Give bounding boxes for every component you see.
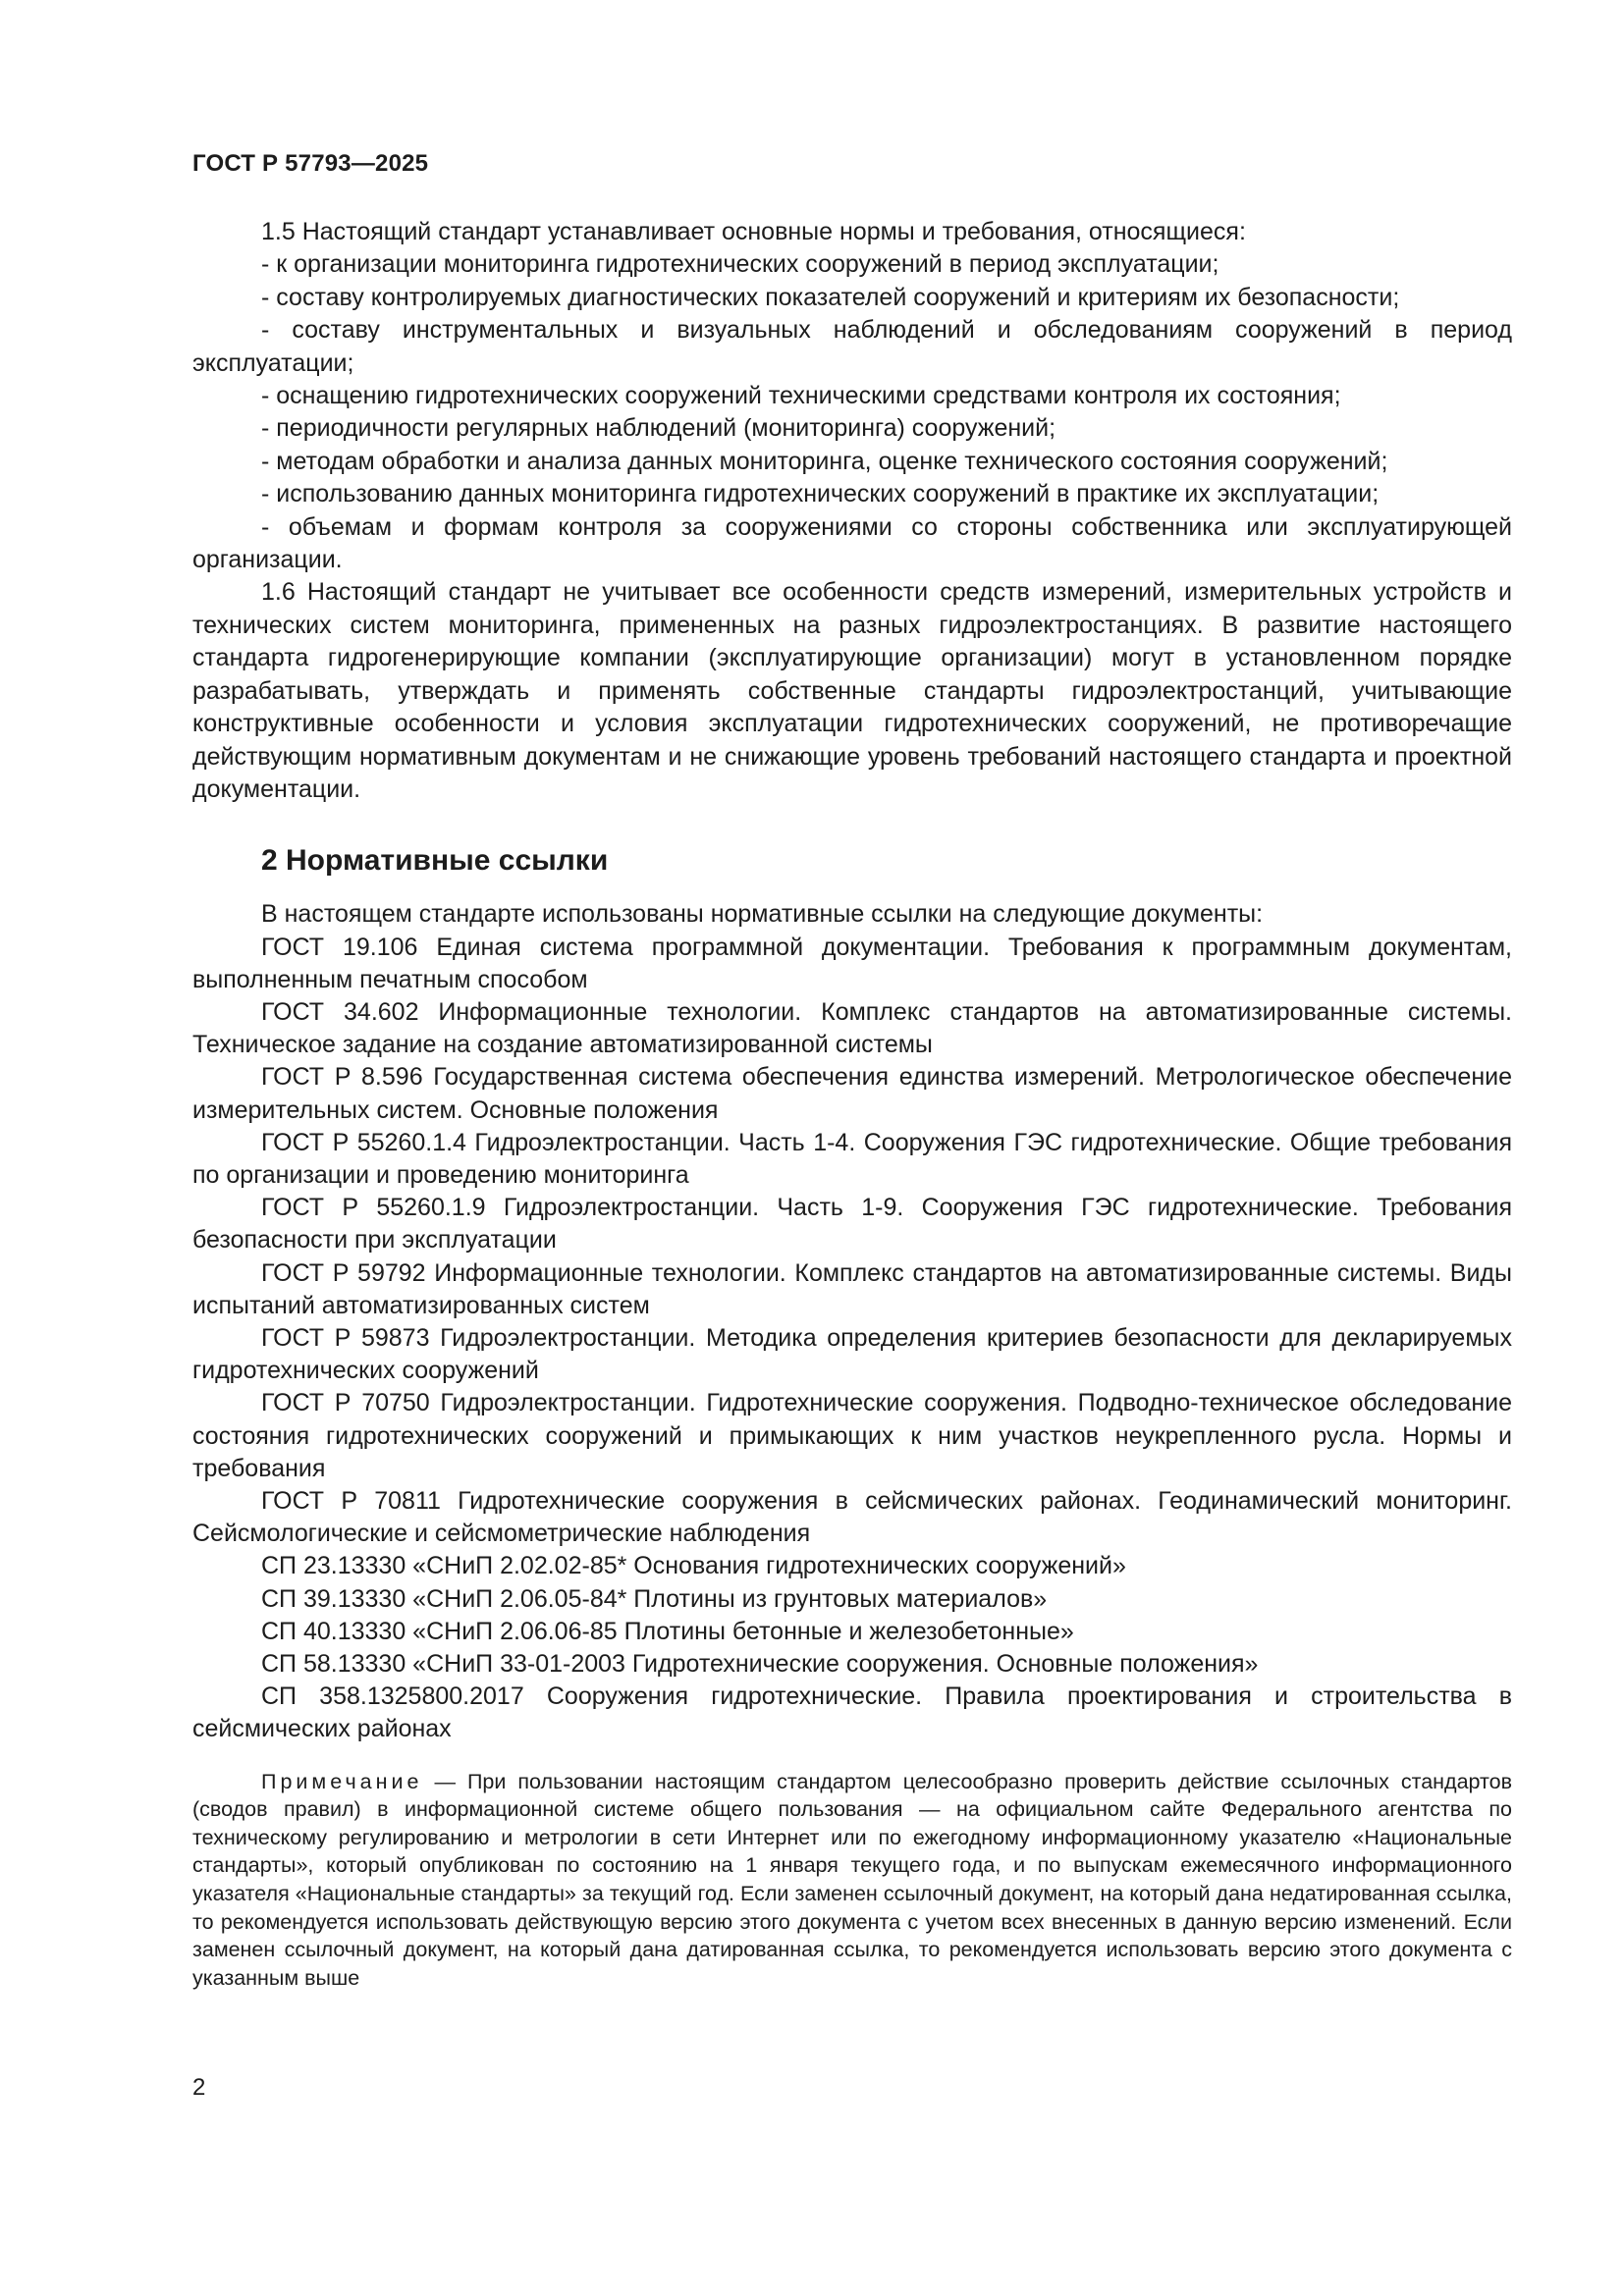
clause-1-5-item: - объемам и формам контроля за сооружениями со стороны собственника или эксплуатирующей организации.	[192, 512, 1512, 574]
reference-item: ГОСТ Р 8.596 Государственная система обеспечения единства измерений. Метрологическое обеспечение измерительных систем. Основные положения	[192, 1063, 1512, 1124]
reference-item: СП 40.13330 «СНиП 2.06.06-85 Плотины бетонные и железобетонные»	[261, 1617, 1074, 1645]
page-number: 2	[192, 2074, 206, 2101]
reference-item: ГОСТ Р 70750 Гидроэлектростанции. Гидротехнические сооружения. Подводно-техническое обследование состояния гидротехнических сооружений и примыкающих к ним участков неукрепленного русла. Нормы и требования	[192, 1389, 1512, 1482]
reference-item: СП 39.13330 «СНиП 2.06.05-84* Плотины из грунтовых материалов»	[261, 1584, 1048, 1613]
reference-item: ГОСТ Р 70811 Гидротехнические сооружения в сейсмических районах. Геодинамический мониторинг. Сейсмологические и сейсмометрические наблюдения	[192, 1486, 1512, 1548]
clause-1-5-item: - методам обработки и анализа данных мониторинга, оценке технического состояния сооружений;	[261, 447, 1388, 475]
references-intro: В настоящем стандарте использованы нормативные ссылки на следующие документы:	[261, 900, 1264, 929]
reference-item: ГОСТ 19.106 Единая система программной документации. Требования к программным документам, выполненным печатным способом	[192, 933, 1512, 993]
clause-1-6: 1.6 Настоящий стандарт не учитывает все особенности средств измерений, измерительных устройств и технических систем мониторинга, примененных на разных гидроэлектростанциях. В развитие настоящего стандарта гидрогенерирующие компании (эксплуатирующие организации) могут в установленном порядке разрабатывать, утверждать и применять собственные стандарты гидроэлектростанций, учитывающие конструктивные особенности и условия эксплуатации гидротехнических сооружений, не противоречащие действующим нормативным документам и не снижающие уровень требований настоящего стандарта и проектной документации.	[192, 578, 1512, 803]
reference-item: СП 23.13330 «СНиП 2.02.02-85* Основания гидротехнических сооружений»	[261, 1552, 1126, 1580]
reference-item: СП 358.1325800.2017 Сооружения гидротехнические. Правила проектирования и строительства в сейсмических районах	[192, 1682, 1512, 1743]
reference-item: СП 58.13330 «СНиП 33-01-2003 Гидротехнические сооружения. Основные положения»	[261, 1649, 1259, 1678]
reference-item: ГОСТ Р 55260.1.9 Гидроэлектростанции. Часть 1-9. Сооружения ГЭС гидротехнические. Требования безопасности при эксплуатации	[192, 1194, 1512, 1255]
document-code-header: ГОСТ Р 57793—2025	[192, 150, 429, 177]
reference-item: ГОСТ Р 59873 Гидроэлектростанции. Методика определения критериев безопасности для декларируемых гидротехнических сооружений	[192, 1323, 1512, 1385]
clause-1-5-item: - оснащению гидротехнических сооружений техническими средствами контроля их состояния;	[261, 382, 1341, 410]
clause-1-5-intro: 1.5 Настоящий стандарт устанавливает основные нормы и требования, относящиеся:	[261, 218, 1246, 245]
clause-1-5-item: - составу инструментальных и визуальных наблюдений и обследованиям сооружений в период эксплуатации;	[192, 316, 1512, 377]
reference-item: ГОСТ 34.602 Информационные технологии. Комплекс стандартов на автоматизированные системы. Техническое задание на создание автоматизированной системы	[192, 997, 1512, 1059]
clause-1-5-item: - составу контролируемых диагностических показателей сооружений и критериям их безопасности;	[261, 283, 1400, 311]
reference-item: ГОСТ Р 59792 Информационные технологии. Комплекс стандартов на автоматизированные системы. Виды испытаний автоматизированных систем	[192, 1258, 1512, 1319]
clause-1-5-item: - использованию данных мониторинга гидротехнических сооружений в практике их эксплуатации;	[261, 480, 1380, 508]
section-2-title: 2 Нормативные ссылки	[261, 844, 609, 878]
note-label: Примечание	[261, 1769, 423, 1793]
note-text: — При пользовании настоящим стандартом целесообразно проверить действие ссылочных стандартов (сводов правил) в информационной системе общего пользования — на официальном сайте Федерального агентства по техническому регулированию и метрологии в сети Интернет или по ежегодному информационному указателю «Национальные стандарты», который опубликован по состоянию на 1 января текущего года, и по выпускам ежемесячного информационного указателя «Национальные стандарты» за текущий год. Если заменен ссылочный документ, на который дана недатированная ссылка, то рекомендуется использовать действующую версию этого документа с учетом всех внесенных в данную версию изменений. Если заменен ссылочный документ, на который дана датированная ссылка, то рекомендуется использовать версию этого документа с указанным выше	[192, 1769, 1512, 1990]
clause-1-5-item: - периодичности регулярных наблюдений (мониторинга) сооружений;	[261, 414, 1056, 443]
document-page	[192, 147, 1512, 2258]
clause-1-5-item: - к организации мониторинга гидротехнических сооружений в период эксплуатации;	[261, 250, 1219, 279]
reference-item: ГОСТ Р 55260.1.4 Гидроэлектростанции. Часть 1-4. Сооружения ГЭС гидротехнические. Общие требования по организации и проведению мониторинга	[192, 1128, 1512, 1189]
references-note	[192, 1768, 1512, 1993]
